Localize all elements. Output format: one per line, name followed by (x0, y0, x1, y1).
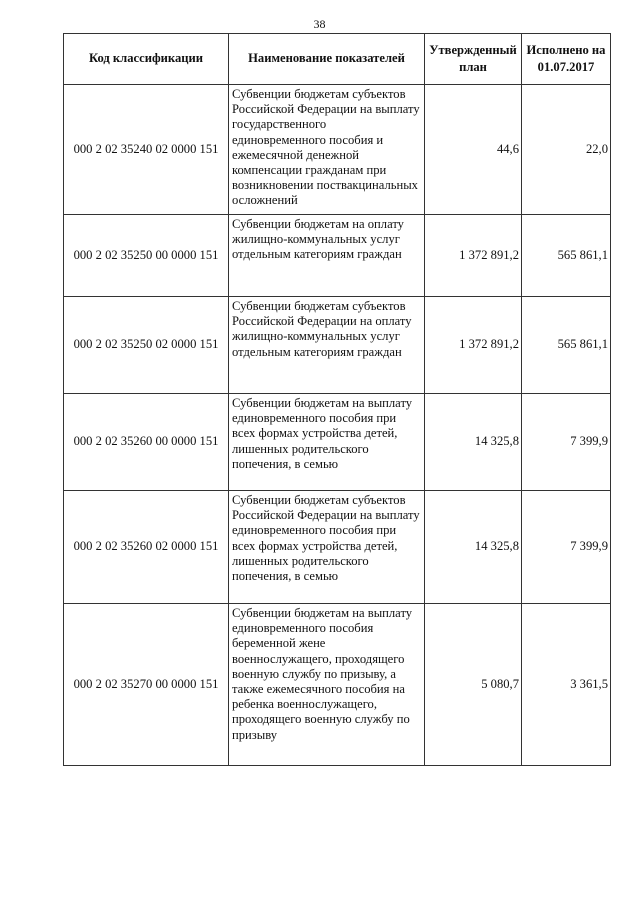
classification-code: 000 2 02 35270 00 0000 151 (64, 604, 229, 766)
table-row (64, 85, 611, 215)
table-row (64, 215, 611, 297)
executed-value: 565 861,1 (522, 297, 611, 394)
column-header-done: Исполнено на 01.07.2017 (522, 34, 611, 85)
classification-code: 000 2 02 35240 02 0000 151 (64, 85, 229, 215)
executed-value: 7 399,9 (522, 491, 611, 604)
indicator-name: Субвенции бюджетам на выплату единовременного пособия при всех формах устройства детей, лишенных родительского попечения, в семью (229, 394, 425, 491)
header-row (64, 34, 611, 85)
classification-code: 000 2 02 35250 02 0000 151 (64, 297, 229, 394)
table-row (64, 297, 611, 394)
table-row (64, 491, 611, 604)
approved-plan-value: 5 080,7 (425, 604, 522, 766)
classification-code: 000 2 02 35250 00 0000 151 (64, 215, 229, 297)
approved-plan-value: 1 372 891,2 (425, 215, 522, 297)
executed-value: 7 399,9 (522, 394, 611, 491)
indicator-name: Субвенции бюджетам субъектов Российской Федерации на выплату единовременного пособия при всех формах устройства детей, лишенных родительского попечения, в семью (229, 491, 425, 604)
column-header-name: Наименование показателей (229, 34, 425, 85)
indicator-name: Субвенции бюджетам на выплату единовременного пособия беременной жене военнослужащего, проходящего военную службу по призыву, а также ежемесячного пособия на ребенка военнослужащего, проходящего военную службу по призыву (229, 604, 425, 766)
approved-plan-value: 14 325,8 (425, 491, 522, 604)
classification-code: 000 2 02 35260 00 0000 151 (64, 394, 229, 491)
approved-plan-value: 1 372 891,2 (425, 297, 522, 394)
classification-code: 000 2 02 35260 02 0000 151 (64, 491, 229, 604)
executed-value: 565 861,1 (522, 215, 611, 297)
column-header-plan: Утвержденный план (425, 34, 522, 85)
table-row (64, 394, 611, 491)
table-header (64, 34, 611, 85)
page-number: 38 (313, 17, 326, 31)
indicator-name: Субвенции бюджетам на оплату жилищно-коммунальных услуг отдельным категориям граждан (229, 215, 425, 297)
table-body (64, 85, 611, 766)
indicator-name: Субвенции бюджетам субъектов Российской Федерации на выплату государственного единовременного пособия и ежемесячной денежной компенсации гражданам при возникновении поствакцинальных осложнений (229, 85, 425, 215)
approved-plan-value: 14 325,8 (425, 394, 522, 491)
column-header-code: Код классификации (64, 34, 229, 85)
indicator-name: Субвенции бюджетам субъектов Российской Федерации на оплату жилищно-коммунальных услуг отдельным категориям граждан (229, 297, 425, 394)
executed-value: 3 361,5 (522, 604, 611, 766)
executed-value: 22,0 (522, 85, 611, 215)
budget-execution-table (63, 33, 611, 766)
table-row (64, 604, 611, 766)
approved-plan-value: 44,6 (425, 85, 522, 215)
